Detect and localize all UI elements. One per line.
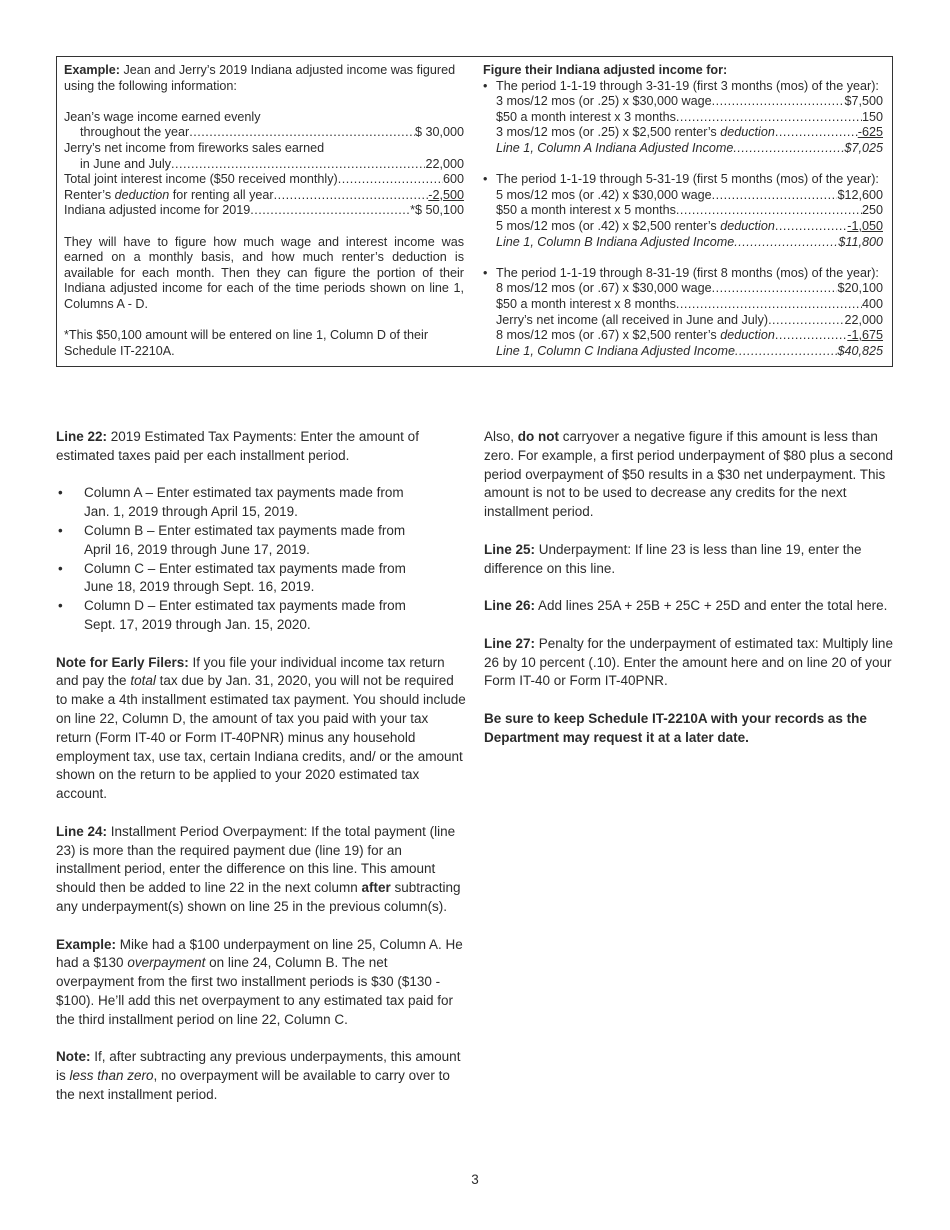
figure-heading: Figure their Indiana adjusted income for: bbox=[483, 63, 728, 77]
wage-line: Jean’s wage income earned evenly bbox=[64, 109, 261, 124]
instructions-right-column bbox=[484, 428, 894, 766]
column-list bbox=[56, 484, 466, 634]
wage-row: throughout the year ..... $ 30,000 bbox=[64, 125, 464, 141]
line26-paragraph: Line 26: Add lines 25A + 25B + 25C + 25D and enter the total here. bbox=[484, 598, 888, 614]
carryover-paragraph: Also, do not carryover a negative figure if this amount is less than zero. For example, a first period underpayment of $80 plus a second period overpayment of $50 results in a $30 net underpayment. This amount is not to be used to decrease any credits for the next installment period. bbox=[484, 429, 893, 520]
period-b-total-row: Line 1, Column B Indiana Adjusted Income ..... $11,800 bbox=[483, 235, 883, 251]
period-c-total-row: Line 1, Column C Indiana Adjusted Income ..... $40,825 bbox=[483, 344, 883, 360]
interest-row: Total joint interest income ($50 received monthly) ..... 600 bbox=[64, 172, 464, 188]
period-b-title: • The period 1-1-19 through 5-31-19 (first 5 months (mos) of the year): bbox=[483, 172, 879, 187]
period-b-row: 5 mos/12 mos (or .42) x $2,500 renter’s deduction ..... -1,050 bbox=[483, 219, 883, 235]
period-a-title: • The period 1-1-19 through 3-31-19 (first 3 months (mos) of the year): bbox=[483, 78, 879, 93]
period-c-row: $50 a month interest x 8 months ..... 400 bbox=[483, 297, 883, 313]
example-box-right bbox=[483, 63, 883, 359]
page-number: 3 bbox=[471, 1172, 479, 1187]
period-c-title: • The period 1-1-19 through 8-31-19 (first 8 months (mos) of the year): bbox=[483, 265, 879, 280]
period-b bbox=[483, 172, 883, 250]
period-a-total-row: Line 1, Column A Indiana Adjusted Income ..... $7,025 bbox=[483, 141, 883, 157]
line27-paragraph: Line 27: Penalty for the underpayment of estimated tax: Multiply line 26 by 10 percent (.10). Enter the amount here and on line 20 of your Form IT-40 or Form IT-40PNR. bbox=[484, 635, 893, 689]
example-box-left bbox=[64, 63, 464, 359]
mike-example: Example: Mike had a $100 underpayment on line 25, Column A. He had a $130 overpayment on line 24, Column B. The net overpayment from the first two installment periods is $30 ($130 - $100). He’ll add this net overpayment to any estimated tax paid for the third installment period on line 22, Column C. bbox=[56, 936, 463, 1027]
period-c bbox=[483, 266, 883, 360]
instructions-left-column bbox=[56, 428, 466, 1123]
period-a-row: $50 a month interest x 3 months ..... 150 bbox=[483, 110, 883, 126]
line22-paragraph: Line 22: 2019 Estimated Tax Payments: Enter the amount of estimated taxes paid per each installment period. bbox=[56, 429, 419, 463]
adjusted-row: Indiana adjusted income for 2019 ..... *$ 50,100 bbox=[64, 203, 464, 219]
period-b-row: $50 a month interest x 5 months ..... 250 bbox=[483, 203, 883, 219]
line24-paragraph: Line 24: Installment Period Overpayment: If the total payment (line 23) is more than the required payment due (line 19) for an installment period, enter the difference on this line. This amount should then be added to line 22 in the next column after subtracting any underpayment(s) shown on line 25 in the previous column(s). bbox=[56, 823, 461, 914]
line25-paragraph: Line 25: Underpayment: If line 23 is less than line 19, enter the difference on this line. bbox=[484, 541, 862, 576]
example-box bbox=[56, 56, 893, 367]
fireworks-line: Jerry’s net income from fireworks sales earned bbox=[64, 140, 325, 155]
list-item: • Column B – Enter estimated tax payments made from April 16, 2019 through June 17, 2019. bbox=[58, 522, 406, 557]
list-item: • Column C – Enter estimated tax payments made from June 18, 2019 through Sept. 16, 2019. bbox=[58, 560, 406, 595]
list-item: • Column D – Enter estimated tax payments made from Sept. 17, 2019 through Jan. 15, 2020. bbox=[58, 598, 406, 632]
overpayment-note: Note: If, after subtracting any previous underpayments, this amount is less than zero, no overpayment will be available to carry over to the next installment period. bbox=[56, 1049, 461, 1102]
period-a bbox=[483, 79, 883, 157]
period-a-row: 3 mos/12 mos (or .25) x $30,000 wage ..... $7,500 bbox=[483, 94, 883, 110]
example-intro: Example: Jean and Jerry’s 2019 Indiana adjusted income was figured using the following information: bbox=[64, 63, 456, 93]
period-c-row: 8 mos/12 mos (or .67) x $30,000 wage ..... $20,100 bbox=[483, 281, 883, 297]
keep-records-note: Be sure to keep Schedule IT-2210A with your records as the Department may request it at a later date. bbox=[484, 710, 867, 745]
period-c-row: 8 mos/12 mos (or .67) x $2,500 renter’s deduction ..... -1,675 bbox=[483, 328, 883, 344]
list-item: • Column A – Enter estimated tax payments made from Jan. 1, 2019 through April 15, 2019. bbox=[58, 485, 404, 520]
example-paragraph: They will have to figure how much wage and interest income was earned on a monthly basis, and how much renter’s deduction is available for each month. Then they can figure the portion of their Indiana adjusted income for each of the time periods shown on line 1, Columns A - D. bbox=[64, 234, 464, 311]
period-b-row: 5 mos/12 mos (or .42) x $30,000 wage ..... $12,600 bbox=[483, 188, 883, 204]
example-footnote: *This $50,100 amount will be entered on line 1, Column D of their Schedule IT-2210A. bbox=[64, 328, 429, 358]
fireworks-row: in June and July ..... 22,000 bbox=[64, 157, 464, 173]
period-c-row: Jerry’s net income (all received in June and July) ..... 22,000 bbox=[483, 313, 883, 329]
early-filers-note: Note for Early Filers: If you file your individual income tax return and pay the total tax due by Jan. 31, 2020, you will not be required to make a 4th installment estimated tax payment. You should include on line 22, Column D, the amount of tax you paid with your tax return (Form IT-40 or Form IT-40PNR) minus any household employment tax, use tax, certain Indiana credits, and/ or the amount shown on the return to be applied to your 2020 estimated tax account. bbox=[56, 654, 466, 802]
period-a-row: 3 mos/12 mos (or .25) x $2,500 renter’s deduction ..... -625 bbox=[483, 125, 883, 141]
renter-row: Renter’s deduction for renting all year ..... -2,500 bbox=[64, 188, 464, 204]
